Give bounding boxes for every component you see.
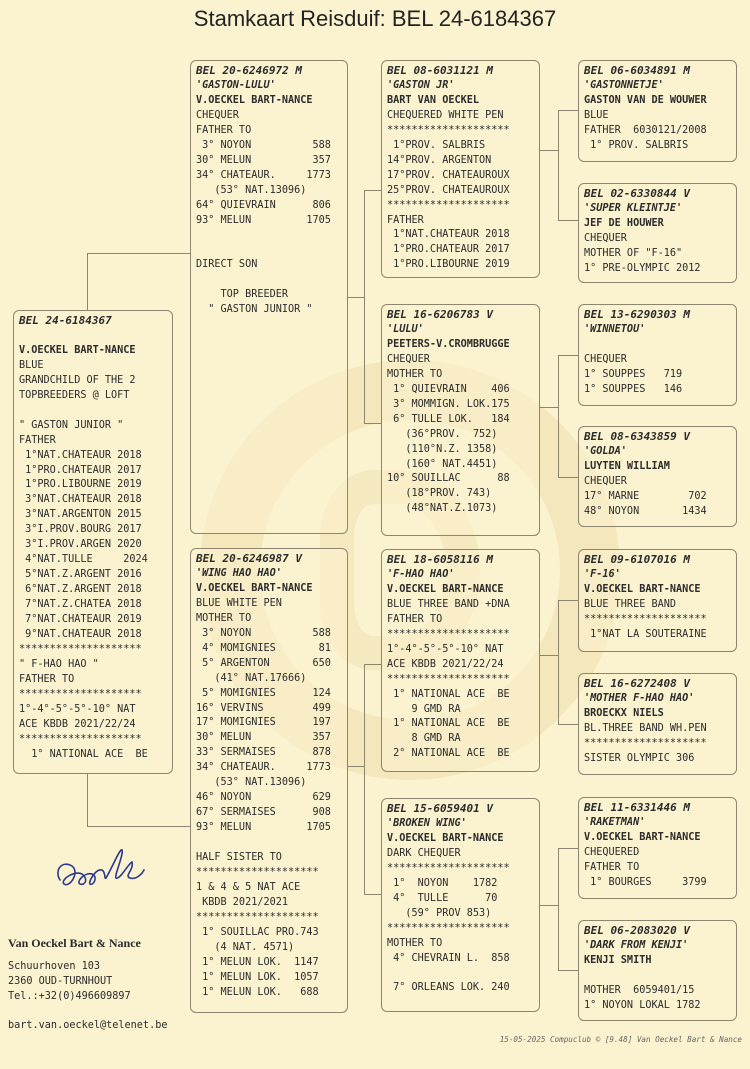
card-line: 5° MOMIGNIES 124 — [196, 687, 331, 699]
card-line: 93° MELUN 1705 — [196, 822, 331, 834]
card-line: 1°-4°-5°-5°-10° NAT — [387, 643, 504, 655]
card-line: 30° MELUN 357 — [196, 154, 331, 166]
contact-email[interactable]: bart.van.oeckel@telenet.be — [8, 1020, 168, 1031]
card-mf — [381, 549, 540, 772]
card-line: ******************** — [387, 862, 510, 874]
card-line: CHEQUER — [584, 353, 627, 365]
card-line: ******************** — [387, 124, 510, 136]
contact-block — [8, 936, 167, 1033]
page-title: Stamkaart Reisduif: BEL 24-6184367 — [193, 6, 557, 31]
ring-number: BEL 06-2083020 V — [584, 924, 690, 937]
card-line: 1°PROV. SALBRIS — [387, 139, 486, 151]
connector-ff-ffm — [558, 220, 578, 221]
connector-mother-mf — [364, 664, 381, 665]
card-line: 1 & 4 & 5 NAT ACE — [196, 881, 301, 893]
connector-mm-bracket — [558, 848, 559, 970]
card-mm — [381, 798, 540, 1012]
pigeon-name: 'GOLDA' — [584, 445, 627, 457]
card-line: 48° NOYON 1434 — [584, 505, 707, 517]
card-line — [196, 243, 342, 258]
card-line: 1° NOYON LOKAL 1782 — [584, 999, 701, 1011]
ring-number: BEL 20-6246972 M — [196, 64, 302, 77]
card-line: CHEQUER — [196, 109, 239, 121]
card-line: ******************** — [584, 737, 707, 749]
card-line: 3° NOYON 588 — [196, 627, 331, 639]
card-line: 1° MELUN LOK. 1147 — [196, 956, 319, 968]
ring-number: BEL 15-6059401 V — [387, 802, 493, 815]
card-line: 1° NOYON 1782 — [387, 877, 498, 889]
owner-name: V.OECKEL BART-NANCE — [584, 583, 701, 595]
pigeon-name: 'WING HAO HAO' — [196, 567, 282, 579]
card-line: (36°PROV. 752) — [387, 428, 498, 440]
card-mfm — [578, 673, 737, 775]
card-line: (53° NAT.13096) — [196, 777, 307, 789]
card-line: 3° MOMMIGN. LOK.175 — [387, 398, 510, 410]
card-line: " GASTON JUNIOR " — [19, 419, 124, 431]
connector-fm-fmf — [558, 355, 578, 356]
card-line: ******************** — [387, 673, 510, 685]
card-line: BLUE THREE BAND +DNA — [387, 598, 510, 610]
card-line: 1° MELUN LOK. 688 — [196, 986, 319, 998]
card-line: MOTHER TO — [196, 612, 252, 624]
card-line: 14°PROV. ARGENTON — [387, 154, 492, 166]
card-line: 6°NAT.Z.ARGENT 2018 — [19, 584, 142, 596]
card-line: 17°PROV. CHATEAUROUX — [387, 169, 510, 181]
owner-name: V.OECKEL BART-NANCE — [19, 344, 136, 356]
card-line: 3°NAT.ARGENTON 2015 — [19, 509, 142, 521]
ring-number: BEL 13-6290303 M — [584, 308, 690, 321]
card-line: 3° NOYON 588 — [196, 139, 331, 151]
card-line: CHEQUERED WHITE PEN — [387, 109, 504, 121]
connector-ff-parents — [540, 150, 558, 151]
card-line: 16° VERVINS 499 — [196, 702, 331, 714]
card-line: CHEQUER — [584, 475, 627, 487]
owner-name: V.OECKEL BART-NANCE — [196, 582, 313, 594]
owner-name: V.OECKEL BART-NANCE — [387, 832, 504, 844]
connector-fm-bracket — [558, 355, 559, 477]
owner-name: V.OECKEL BART-NANCE — [196, 94, 313, 106]
connector-subject-vertical — [87, 253, 88, 310]
pigeon-name: 'MOTHER F-HAO HAO' — [584, 692, 695, 704]
card-line: 93° MELUN 1705 — [196, 214, 331, 226]
card-line: " F-HAO HAO " — [19, 658, 99, 670]
footer-text: 15-05-2025 Compuclub © [9.48] Van Oeckel Bart & Nance — [499, 1035, 742, 1044]
card-line: FATHER — [19, 434, 56, 446]
card-line: DIRECT SON — [196, 259, 258, 271]
card-line: 6° TULLE LOK. 184 — [387, 413, 510, 425]
card-line: 1° SOUPPES 146 — [584, 383, 683, 395]
card-line: 34° CHATEAUR. 1773 — [196, 762, 331, 774]
card-line: 1° PROV. SALBRIS — [584, 139, 689, 151]
card-mother — [190, 548, 348, 1013]
card-line: 1° NATIONAL ACE BE — [19, 748, 148, 760]
card-line: DARK CHEQUER — [387, 847, 461, 859]
owner-name: V.OECKEL BART-NANCE — [387, 583, 504, 595]
card-line: FATHER TO — [196, 124, 252, 136]
card-line: GRANDCHILD OF THE 2 — [19, 374, 136, 386]
pigeon-name: 'F-HAO HAO' — [387, 568, 455, 580]
pigeon-name: 'GASTON-LULU' — [196, 79, 276, 91]
ring-number: BEL 16-6206783 V — [387, 308, 493, 321]
card-line: (53° NAT.13096) — [196, 184, 307, 196]
card-line: 17° MARNE 702 — [584, 490, 707, 502]
pigeon-name: 'RAKETMAN' — [584, 816, 646, 828]
card-line: MOTHER 6059401/15 — [584, 984, 695, 996]
card-fff — [578, 60, 737, 162]
card-line: 1° PRE-OLYMPIC 2012 — [584, 262, 701, 274]
card-line — [19, 404, 167, 419]
card-line: 1°NAT.CHATEAUR 2018 — [19, 449, 142, 461]
card-line: 7°NAT.Z.CHATEA 2018 — [19, 599, 142, 611]
card-line: 4° TULLE 70 — [387, 892, 498, 904]
card-line: ******************** — [387, 199, 510, 211]
card-line: (110°N.Z. 1358) — [387, 443, 498, 455]
card-line: 9 GMD RA — [387, 703, 461, 715]
card-fmf — [578, 304, 737, 406]
card-line: 3°I.PROV.BOURG 2017 — [19, 524, 142, 536]
card-line: MOTHER TO — [387, 368, 443, 380]
card-line: (18°PROV. 743) — [387, 488, 492, 500]
ring-number: BEL 18-6058116 M — [387, 553, 493, 566]
card-line: 34° CHATEAUR. 1773 — [196, 169, 331, 181]
card-line: 5° ARGENTON 650 — [196, 657, 331, 669]
card-line: ******************** — [584, 613, 707, 625]
connector-mm-mmf — [558, 848, 578, 849]
card-line: 17° MOMIGNIES 197 — [196, 717, 331, 729]
pigeon-name: 'LULU' — [387, 323, 424, 335]
card-ffm — [578, 183, 737, 283]
pigeon-name: 'WINNETOU' — [584, 323, 646, 335]
card-line: 1°PRO.CHATEAUR 2017 — [19, 464, 142, 476]
card-line: TOPBREEDERS @ LOFT — [19, 389, 130, 401]
card-line: ACE KBDB 2021/22/24 — [387, 658, 504, 670]
card-subject — [13, 310, 173, 774]
card-line: FATHER TO — [387, 613, 443, 625]
card-ff — [381, 60, 540, 278]
card-mff — [578, 549, 737, 652]
pigeon-name: 'DARK FROM KENJI' — [584, 939, 689, 951]
ring-number: BEL 08-6343859 V — [584, 430, 690, 443]
card-line — [196, 228, 342, 243]
card-line: ******************** — [19, 688, 142, 700]
card-line — [387, 966, 534, 981]
connector-ff-fff — [558, 110, 578, 111]
contact-phone: Tel.:+32(0)496609897 — [8, 991, 131, 1002]
connector-father-ff — [364, 190, 381, 191]
ring-number: BEL 24-6184367 — [19, 314, 112, 327]
card-line: 1° SOUPPES 719 — [584, 368, 683, 380]
ring-number: BEL 16-6272408 V — [584, 677, 690, 690]
card-line: ******************** — [387, 922, 510, 934]
connector-mother-bracket — [364, 664, 365, 894]
owner-name: GASTON VAN DE WOUWER — [584, 94, 707, 106]
pigeon-name: 'F-16' — [584, 568, 621, 580]
contact-city: 2360 OUD-TURNHOUT — [8, 976, 113, 987]
card-line: 1° MELUN LOK. 1057 — [196, 971, 319, 983]
ring-number: BEL 09-6107016 M — [584, 553, 690, 566]
ring-number: BEL 11-6331446 M — [584, 801, 690, 814]
card-line: (41° NAT.17666) — [196, 672, 307, 684]
card-line: FATHER 6030121/2008 — [584, 124, 707, 136]
card-line: ******************** — [19, 643, 142, 655]
ring-number: BEL 06-6034891 M — [584, 64, 690, 77]
connector-ff-bracket — [558, 110, 559, 220]
card-fm — [381, 304, 540, 536]
connector-mother-mm — [364, 894, 381, 895]
owner-name: PEETERS-V.CROMBRUGGE — [387, 338, 510, 350]
card-line: 9°NAT.CHATEAUR 2018 — [19, 628, 142, 640]
pigeon-name: 'SUPER KLEINTJE' — [584, 202, 683, 214]
card-line: 4° MOMIGNIES 81 — [196, 642, 331, 654]
card-line: 4° CHEVRAIN L. 858 — [387, 952, 510, 964]
owner-name: V.OECKEL BART-NANCE — [584, 831, 701, 843]
card-mmm — [578, 920, 737, 1021]
card-line: FATHER TO — [584, 861, 640, 873]
card-line: 1° NATIONAL ACE BE — [387, 688, 510, 700]
card-line: 7° ORLEANS LOK. 240 — [387, 982, 510, 994]
connector-mf-mff — [558, 600, 578, 601]
owner-name: KENJI SMITH — [584, 954, 652, 966]
card-line: ******************** — [387, 628, 510, 640]
card-line: CHEQUER — [584, 232, 627, 244]
card-line: 67° SERMAISES 908 — [196, 807, 331, 819]
card-line: 64° QUIEVRAIN 806 — [196, 199, 331, 211]
card-line: 1°NAT.CHATEAUR 2018 — [387, 229, 510, 241]
card-line: HALF SISTER TO — [196, 852, 282, 864]
card-line: 3°I.PROV.ARGEN 2020 — [19, 539, 142, 551]
card-line: BLUE — [584, 109, 609, 121]
card-line: BLUE THREE BAND — [584, 598, 677, 610]
signature-image — [50, 840, 150, 900]
card-line — [196, 836, 342, 851]
card-line: (48°NAT.Z.1073) — [387, 503, 498, 515]
card-line: 8 GMD RA — [387, 733, 461, 745]
card-line: ******************** — [19, 733, 142, 745]
connector-mf-parents — [540, 655, 558, 656]
card-line: 3°NAT.CHATEAUR 2018 — [19, 494, 142, 506]
card-line: FATHER — [387, 214, 424, 226]
card-line: ******************** — [196, 911, 319, 923]
pigeon-name: 'BROKEN WING' — [387, 817, 467, 829]
connector-fm-parents — [540, 407, 558, 408]
pigeon-name: 'GASTONNETJE' — [584, 79, 664, 91]
card-line: 1°PRO.LIBOURNE 2019 — [19, 479, 142, 491]
connector-fm-fmm — [558, 477, 578, 478]
card-mmf — [578, 797, 737, 899]
card-line: MOTHER TO — [387, 937, 443, 949]
card-line: 4°NAT.TULLE 2024 — [19, 554, 148, 566]
card-line: SISTER OLYMPIC 306 — [584, 752, 695, 764]
card-line: 33° SERMAISES 878 — [196, 747, 331, 759]
connector-mm-mmm — [558, 970, 578, 971]
card-line: 1° SOUILLAC PRO.743 — [196, 926, 319, 938]
card-line — [584, 969, 731, 984]
card-line: 7°NAT.CHATEAUR 2019 — [19, 614, 142, 626]
card-line: (160° NAT.4451) — [387, 458, 498, 470]
card-line: (59° PROV 853) — [387, 907, 492, 919]
card-line: BLUE — [19, 359, 44, 371]
card-line: ACE KBDB 2021/22/24 — [19, 718, 136, 730]
card-line: FATHER TO — [19, 673, 75, 685]
card-line: " GASTON JUNIOR " — [196, 304, 313, 316]
card-father — [190, 60, 348, 534]
card-line: 1°-4°-5°-5°-10° NAT — [19, 703, 136, 715]
card-line — [584, 338, 731, 353]
card-line — [196, 273, 342, 288]
card-line: 25°PROV. CHATEAUROUX — [387, 184, 510, 196]
connector-father-fm — [364, 423, 381, 424]
ring-number: BEL 20-6246987 V — [196, 552, 302, 565]
card-line: 1° NATIONAL ACE BE — [387, 718, 510, 730]
card-line: 1°PRO.CHATEAUR 2017 — [387, 244, 510, 256]
connector-father-bracket — [364, 190, 365, 423]
card-line — [19, 329, 167, 344]
card-line: 5°NAT.Z.ARGENT 2016 — [19, 569, 142, 581]
connector-mf-mfm — [558, 724, 578, 725]
card-line: TOP BREEDER — [196, 289, 289, 301]
card-line: BL.THREE BAND WH.PEN — [584, 722, 707, 734]
ring-number: BEL 02-6330844 V — [584, 187, 690, 200]
contact-name: Van Oeckel Bart & Nance — [8, 936, 141, 950]
connector-mother-parents — [348, 766, 364, 767]
card-line: 1° QUIEVRAIN 406 — [387, 383, 510, 395]
card-line: MOTHER OF "F-16" — [584, 247, 683, 259]
card-line: 1° BOURGES 3799 — [584, 876, 707, 888]
card-line: 1°NAT LA SOUTERAINE — [584, 628, 707, 640]
owner-name: LUYTEN WILLIAM — [584, 460, 670, 472]
contact-street: Schuurhoven 103 — [8, 961, 101, 972]
owner-name: JEF DE HOUWER — [584, 217, 664, 229]
card-line: KBDB 2021/2021 — [196, 896, 289, 908]
connector-father-parents — [348, 297, 364, 298]
card-line: 30° MELUN 357 — [196, 732, 331, 744]
card-line: 10° SOUILLAC 88 — [387, 473, 510, 485]
connector-subject-vertical-low — [87, 774, 88, 826]
connector-subject-father — [87, 253, 190, 254]
ring-number: BEL 08-6031121 M — [387, 64, 493, 77]
connector-mf-bracket — [558, 600, 559, 724]
owner-name: BART VAN OECKEL — [387, 94, 480, 106]
card-line: BLUE WHITE PEN — [196, 597, 282, 609]
owner-name: BROECKX NIELS — [584, 707, 664, 719]
card-line: CHEQUER — [387, 353, 430, 365]
card-line: 2° NATIONAL ACE BE — [387, 748, 510, 760]
card-line: (4 NAT. 4571) — [196, 941, 295, 953]
card-fmm — [578, 426, 737, 527]
card-line: 46° NOYON 629 — [196, 792, 331, 804]
card-line: ******************** — [196, 867, 319, 878]
card-line: 1°PRO.LIBOURNE 2019 — [387, 259, 510, 271]
pigeon-name: 'GASTON JR' — [387, 79, 455, 91]
connector-mm-parents — [540, 905, 558, 906]
connector-subject-mother — [87, 826, 190, 827]
card-line: CHEQUERED — [584, 846, 640, 858]
